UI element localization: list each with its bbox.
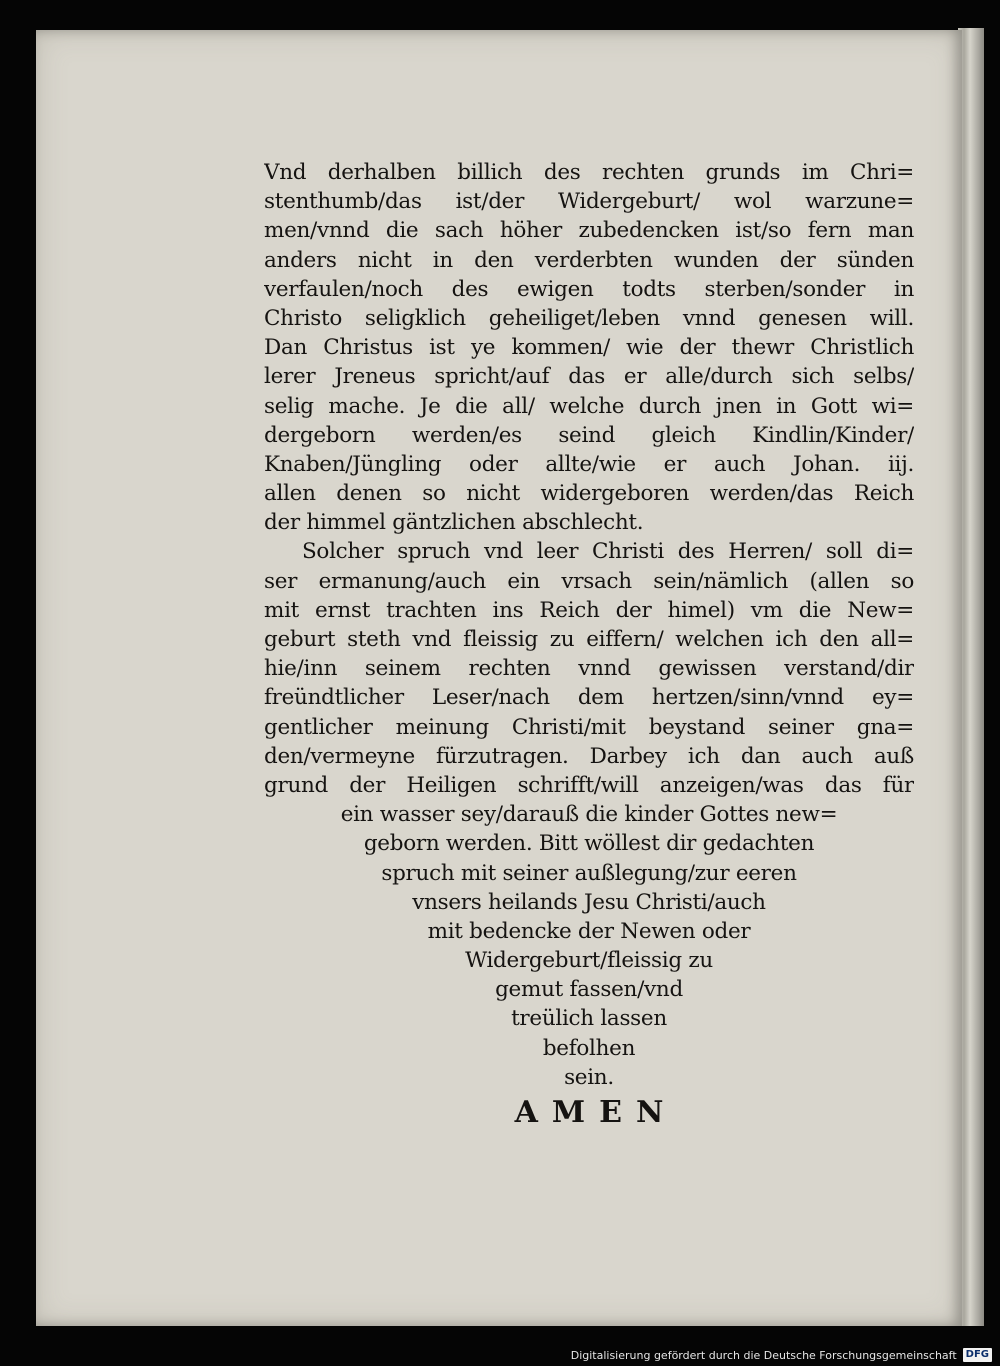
- text-line: mit ernst trachten ins Reich der himel) vm die New=: [264, 597, 914, 623]
- text-line: selig mache. Je die all/ welche durch jnen in Gott wi=: [264, 393, 914, 419]
- text-line: gentlicher meinung Christi/mit beystand seiner gna=: [264, 714, 914, 740]
- text-line: verfaulen/noch des ewigen todts sterben/sonder in: [264, 276, 914, 302]
- text-line: ein wasser sey/darauß die kinder Gottes new=: [340, 802, 838, 828]
- text-line: men/vnnd die sach höher zubedencken ist/so fern man: [264, 218, 914, 244]
- closing-amen: AMEN: [514, 1095, 678, 1130]
- text-line: Widergeburt/fleissig zu: [465, 948, 713, 974]
- text-line: befolhen: [542, 1035, 636, 1061]
- text-line: vnsers heilands Jesu Christi/auch: [412, 889, 766, 915]
- text-block: [264, 158, 914, 1138]
- text-line: geborn werden. Bitt wöllest dir gedachten: [363, 831, 815, 857]
- text-line: geburt steth vnd fleissig zu eiffern/ welchen ich den all=: [264, 627, 914, 652]
- funding-credit: Digitalisierung gefördert durch die Deutsche Forschungsgemeinschaft: [570, 1348, 957, 1362]
- text-line: treülich lassen: [511, 1006, 667, 1032]
- text-line: sein.: [564, 1064, 614, 1090]
- text-line: den/vermeyne fürzutragen. Darbey ich dan auch auß: [264, 743, 914, 769]
- book-page: [36, 30, 962, 1326]
- digitization-footer: [571, 1346, 992, 1364]
- text-line: gemut fassen/vnd: [495, 977, 683, 1003]
- text-line: der himmel gäntzlichen abschlecht.: [264, 510, 644, 536]
- text-line: dergeborn werden/es seind gleich Kindlin/Kinder/: [264, 422, 914, 448]
- text-line: lerer Jreneus spricht/auf das er alle/durch sich selbs/: [264, 364, 914, 390]
- dfg-logo-icon: DFG: [963, 1348, 992, 1362]
- text-line: stenthumb/das ist/der Widergeburt/ wol warzune=: [264, 189, 914, 215]
- text-line: ser ermanung/auch ein vrsach sein/nämlich (allen so: [264, 568, 914, 594]
- text-line: mit bedencke der Newen oder: [427, 918, 751, 944]
- text-line: Solcher spruch vnd leer Christi des Herren/ soll di=: [302, 539, 914, 565]
- text-line: anders nicht in den verderbten wunden der sünden: [264, 247, 914, 273]
- text-line: hie/inn seinem rechten vnnd gewissen verstand/dir: [264, 656, 914, 682]
- text-line: Vnd derhalben billich des rechten grunds im Chri=: [264, 160, 914, 185]
- text-line: Christo seligklich geheiliget/leben vnnd genesen will.: [264, 305, 914, 331]
- text-line: allen denen so nicht widergeboren werden/das Reich: [264, 481, 914, 507]
- text-line: freündtlicher Leser/nach dem hertzen/sinn/vnnd ey=: [264, 685, 914, 711]
- text-line: Knaben/Jüngling oder allte/wie er auch Johan. iij.: [264, 451, 914, 477]
- text-line: grund der Heiligen schrifft/will anzeigen/was das für: [264, 772, 914, 798]
- text-line: spruch mit seiner außlegung/zur eeren: [381, 860, 797, 886]
- text-line: Dan Christus ist ye kommen/ wie der thewr Christlich: [264, 335, 914, 361]
